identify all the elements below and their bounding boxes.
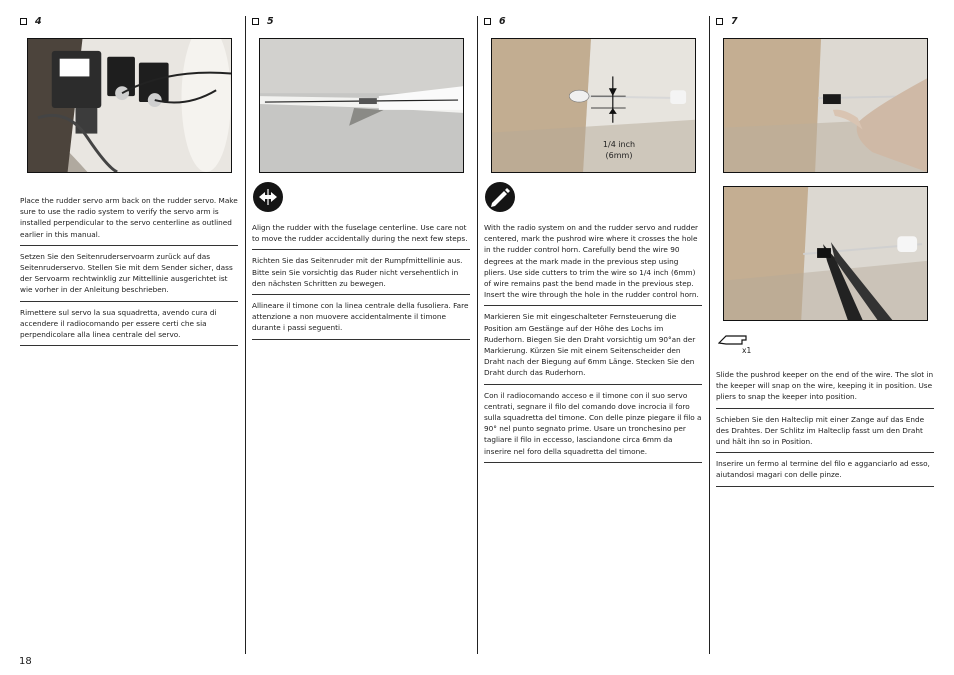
step-7-text — [716, 367, 934, 490]
language-divider — [484, 462, 702, 463]
language-divider — [252, 294, 470, 295]
step-7-german: Schieben Sie den Halteclip mit einer Zange auf das Ende des Drahtes. Der Schlitz im Halteclip fasst um den Draht und hält ihn so in Position. — [716, 414, 925, 447]
column-divider — [245, 16, 246, 654]
language-divider — [716, 408, 934, 409]
step-5-german: Richten Sie das Seitenruder mit der Rumpfmittellinie aus. Bitte sein Sie vorsichtig das Ruder nicht versehentlich in den nächsten Schritten zu bewegen. — [252, 256, 463, 288]
step-4-checkbox[interactable] — [20, 18, 27, 25]
step-5-column — [252, 14, 470, 28]
page-number: 18 — [19, 656, 32, 667]
step-5-photo — [259, 38, 464, 173]
marker-pen-icon — [485, 182, 515, 212]
step-4-photo — [27, 38, 232, 173]
step-6-number: 6 — [499, 15, 506, 27]
step-7-column — [716, 14, 934, 28]
align-arrows-icon — [253, 182, 283, 212]
step-6-german: Markieren Sie mit eingeschalteter Fernsteuerung die Position am Gestänge auf der Höhe des Lochs im Ruderhorn. Biegen Sie den Draht vorsichtig um 90°an der Markierung. Kürzen Sie mit einem Seitenscheider den Draht nach der Biegung auf 6mm Länge. Stecken Sie den Draht durch das Ruderhorn. — [484, 312, 696, 378]
step-7-italian: Inserire un fermo al termine del filo e agganciarlo ad esso, aiutandosi magari con delle pinze. — [716, 459, 930, 480]
step-7-number: 7 — [731, 15, 738, 27]
step-6-header — [484, 14, 702, 28]
step-4-german: Setzen Sie den Seitenruderservoarm zurück auf das Seitenruderservo. Stellen Sie mit dem Sender sicher, dass der Servoarm rechtwinklig zur Mittellinie ausgerichtet ist wie vorher in der Anleitung beschrieben. — [20, 251, 233, 295]
step-6-italian: Con il radiocomando acceso e il timone con il suo servo centrati, segnare il filo del comando dove incrocia il foro sulla squadretta del timone. Con delle pinze piegare il filo a 90° nel punto segnato prime. Usare un tronchesino per tagliare il filo in eccesso, lasciandone circa 6mm da inserire nel foro della squadretta del timone. — [484, 390, 702, 456]
step-5-number: 5 — [267, 15, 274, 27]
step-4-number: 4 — [35, 15, 42, 27]
column-divider — [477, 16, 478, 654]
language-divider — [252, 339, 470, 340]
step-6-text — [484, 220, 702, 466]
language-divider — [716, 486, 934, 487]
step-6-checkbox[interactable] — [484, 18, 491, 25]
step-4-italian: Rimettere sul servo la sua squadretta, avendo cura di accendere il radiocomando per essere certi che sia perpendicolare alla linea centrale del servo. — [20, 307, 217, 340]
step-5-english: Align the rudder with the fuselage centerline. Use care not to move the rudder accidentally during the next few steps. — [252, 223, 468, 244]
step-5-checkbox[interactable] — [252, 18, 259, 25]
language-divider — [484, 384, 702, 385]
language-divider — [252, 249, 470, 250]
step-5-header — [252, 14, 470, 28]
column-divider — [709, 16, 710, 654]
step-7-checkbox[interactable] — [716, 18, 723, 25]
language-divider — [20, 301, 238, 302]
step-6-column — [484, 14, 702, 28]
step-7-english: Slide the pushrod keeper on the end of the wire. The slot in the keeper will snap on the wire, keeping it in position. Use pliers to snap the keeper into position. — [716, 370, 934, 402]
language-divider — [20, 245, 238, 246]
step-4-column — [20, 14, 238, 28]
step-5-text — [252, 220, 470, 343]
step-6-english: With the radio system on and the rudder servo and rudder centered, mark the pushrod wire where it crosses the hole in the rudder control horn. Carefully bend the wire 90 degrees at the mark made in the previous step using pliers. Use side cutters to trim the wire so 1/4 inch (6mm) of wire remains past the bend made in the previous step. Insert the wire through the hole in the rudder control horn. — [484, 223, 699, 300]
step-6-photo — [491, 38, 696, 173]
step-7-header — [716, 14, 934, 28]
step-7-photo-top — [723, 38, 928, 173]
language-divider — [20, 345, 238, 346]
step-4-text — [20, 193, 238, 349]
step-4-english: Place the rudder servo arm back on the rudder servo. Make sure to use the radio system to verify the servo arm is installed perpendicular to the servo centerline as outlined earlier in this manual. — [20, 196, 238, 239]
step-6-measure-label: 1/4 inch (6mm) — [602, 140, 636, 160]
step-5-italian: Allineare il timone con la linea centrale della fusoliera. Fare attenzione a non muovere accidentalmente il timone durante i passi seguenti. — [252, 301, 469, 333]
language-divider — [716, 452, 934, 453]
step-7-photo-bottom — [723, 186, 928, 321]
step-4-header — [20, 14, 238, 28]
language-divider — [484, 305, 702, 306]
part-quantity: x1 — [742, 346, 752, 355]
